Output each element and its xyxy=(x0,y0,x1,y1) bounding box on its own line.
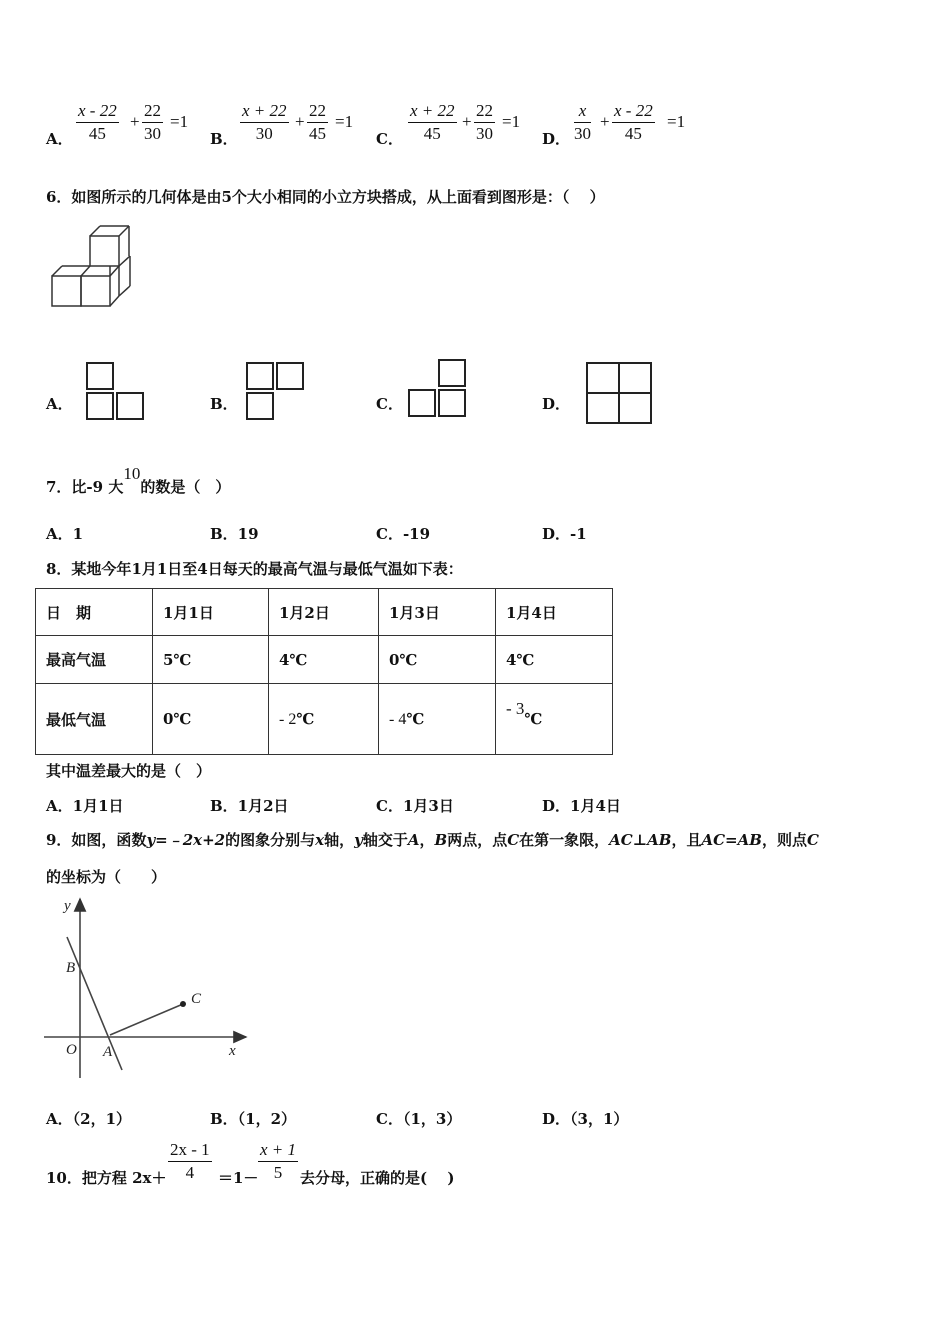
q9-option-b: B．（1，2） xyxy=(210,1110,297,1128)
table-row xyxy=(36,684,613,755)
equals-one: =1 xyxy=(335,112,354,131)
q5-b-fraction-2: $\frac{22}{45}$ xyxy=(309,101,326,143)
q8-option-a: A．1月1日 xyxy=(46,797,124,815)
table-row xyxy=(36,589,613,636)
q7-question: 7．比-9 大10的数是（ ） xyxy=(46,464,231,496)
q6-option-c: C． xyxy=(376,395,403,413)
q5-c-fraction-1: $\frac{x + 22}{45}$ xyxy=(410,101,455,143)
q8-question: 8．某地今年1月1日至4日每天的最高气温与最低气温如下表： xyxy=(46,560,463,578)
temperature-table xyxy=(35,588,613,755)
table-cell: 4℃ xyxy=(269,636,379,684)
table-cell: 日 期 xyxy=(36,589,153,636)
q5-a-fraction-1: $\frac{x - 22}{45}$ xyxy=(78,101,117,143)
table-cell: 1月3日 xyxy=(379,589,496,636)
equals-one: =1 xyxy=(667,112,686,131)
q5-option-d-letter: D． xyxy=(542,130,571,148)
point-c-label: C xyxy=(191,991,202,1007)
table-cell: 最低气温 xyxy=(36,684,153,755)
q10-fraction-2: $\frac{x + 1}{5}$ xyxy=(260,1140,297,1182)
q8-option-c: C．1月3日 xyxy=(376,797,454,815)
q5-d-fraction-1: $\frac{x}{30}$ xyxy=(574,101,591,143)
q7-option-c: C．-19 xyxy=(376,525,431,543)
q5-d-fraction-2: $\frac{x - 22}{45}$ xyxy=(614,101,653,143)
q5-option-c-letter: C． xyxy=(376,130,403,148)
table-cell: 5℃ xyxy=(153,636,269,684)
q10-equals-part: ＝1－ xyxy=(218,1169,259,1187)
q9-question-line1: 9．如图，函数y=﹣2x+2的图象分别与x轴，y轴交于A，B两点，点C在第一象限，AC⊥AB，且AC=AB，则点C xyxy=(46,831,819,849)
table-cell: 4℃ xyxy=(496,636,613,684)
q6-option-a: A． xyxy=(46,395,73,413)
plus-sign: + xyxy=(295,112,305,131)
equals-one: =1 xyxy=(170,112,189,131)
plus-sign: + xyxy=(462,112,472,131)
plus-sign: + xyxy=(130,112,140,131)
q7-option-a: A．1 xyxy=(46,525,84,543)
q5-option-a-letter: A． xyxy=(46,130,73,148)
table-cell: 1月4日 xyxy=(496,589,613,636)
table-cell: - 2℃ xyxy=(269,684,379,755)
q8-option-d: D．1月4日 xyxy=(542,797,621,815)
q9-option-d: D．（3，1） xyxy=(542,1110,629,1128)
q7-option-b: B．19 xyxy=(210,525,259,543)
q7-option-d: D．-1 xyxy=(542,525,587,543)
q8-option-b: B．1月2日 xyxy=(210,797,289,815)
q5-a-fraction-2: $\frac{22}{30}$ xyxy=(144,101,161,143)
table-cell: 最高气温 xyxy=(36,636,153,684)
q5-c-fraction-2: $\frac{22}{30}$ xyxy=(476,101,493,143)
x-axis-label: x xyxy=(229,1043,236,1059)
q6-option-b: B． xyxy=(210,395,238,413)
table-cell: 1月1日 xyxy=(153,589,269,636)
q10-fraction-1: $\frac{2x - 1}{4}$ xyxy=(170,1140,210,1182)
point-a-label: A xyxy=(103,1044,113,1060)
point-b-label: B xyxy=(66,960,76,976)
q6-solid-figure xyxy=(46,222,136,312)
q10-question-end: 去分母，正确的是( ) xyxy=(300,1169,455,1187)
table-cell: - 4℃ xyxy=(379,684,496,755)
plus-sign: + xyxy=(600,112,610,131)
origin-label: O xyxy=(66,1042,77,1058)
table-cell: 1月2日 xyxy=(269,589,379,636)
y-axis-label: y xyxy=(64,898,71,914)
table-cell: 0℃ xyxy=(153,684,269,755)
q9-question-line2: 的坐标为（ ） xyxy=(46,868,167,886)
q8-followup: 其中温差最大的是（ ） xyxy=(46,762,212,780)
table-row xyxy=(36,636,613,684)
q9-option-c: C．（1，3） xyxy=(376,1110,462,1128)
table-cell: - 3℃ xyxy=(496,684,613,755)
q10-question-start: 10．把方程 2x＋ xyxy=(46,1169,167,1187)
table-cell: 0℃ xyxy=(379,636,496,684)
q6-option-d: D． xyxy=(542,395,571,413)
q9-option-a: A．（2，1） xyxy=(46,1110,132,1128)
q5-option-b-letter: B． xyxy=(210,130,238,148)
q9-coordinate-graph xyxy=(42,892,252,1082)
q7-superscript: 10 xyxy=(123,464,141,483)
equals-one: =1 xyxy=(502,112,521,131)
q5-b-fraction-1: $\frac{x + 22}{30}$ xyxy=(242,101,287,143)
q6-question: 6．如图所示的几何体是由5个大小相同的小立方块搭成，从上面看到图形是：（ ） xyxy=(46,188,605,206)
